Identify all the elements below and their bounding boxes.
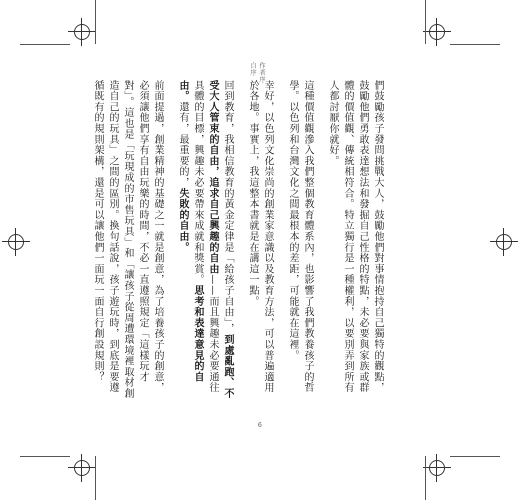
crop-line: [450, 44, 500, 45]
crop-line: [95, 0, 96, 44]
registration-mark-top-right: [425, 20, 449, 44]
crop-line: [425, 0, 426, 44]
paragraph-1: 們鼓勵孩子發問挑戰大人，鼓勵他們對事情抱持自己獨特的觀點，鼓勵他們勇敢表達想法和發掘自己性格的特點，未必要與家族或群體的價值觀、傳統相符合。特立獨行是一種權利，以要別弄到所有人都討厭你就好。: [327, 80, 383, 394]
paragraph-4-bold-d: 思考和表達意見的自由。: [177, 80, 203, 383]
registration-mark-bottom-left: [70, 456, 94, 480]
paragraph-3: 幸好，以色列文化崇尚的創業家意識以及教育方法，可以普遍適用於各地。事實上，我這整本書就是在講這一點。: [247, 80, 273, 394]
paragraph-4-bold-f: 失敗的自由。: [177, 188, 188, 253]
registration-mark-bottom-right: [425, 456, 449, 480]
paragraph-4-bold-a: 到處亂跑、不受大人管束的自由，追求自己興趣的自由: [207, 80, 233, 400]
crop-line: [450, 456, 500, 457]
paragraph-4-part-a: 回到教育，我相信教育的黃金定律是「給孩子自由」，: [222, 80, 233, 335]
registration-mark-top-left: [70, 20, 94, 44]
paragraph-2: 這種價值觀滲入我們整個教育體系內，也影響了我們教養孩子的哲學。以色列和台灣文化之間最根本的差距，可能就在這裡。: [287, 80, 313, 394]
crop-line: [95, 456, 96, 500]
registration-mark-right-mid: [492, 230, 516, 254]
header-line-1: 作者序: [258, 62, 266, 83]
paragraph-5: 前面提過，創業精神的基礎之一就是創意，為了培養孩子的創意，必須讓他們享有自由玩樂的時間，不必一直遵照規定「這樣玩才對」。這也是「玩現成的市售玩具」和「讓孩子從周遭環境裡取材創造自己的玩具」之間的區別。換句話說，孩子遊玩時，到底是要遵循既有的規則架構，還是可以讓他們一面玩一面自行創設規則？: [92, 80, 163, 399]
page-number: 6: [258, 422, 262, 429]
paragraph-4-part-c: ——而且興趣未必要通往具體的目標，興趣未必要帶來成就和獎賞。: [192, 80, 218, 394]
crop-line: [20, 44, 70, 45]
crop-line: [425, 456, 426, 500]
registration-mark-left-mid: [4, 230, 28, 254]
header-line-2: 自序: [249, 62, 257, 76]
crop-line: [20, 456, 70, 457]
body-text: [92, 80, 385, 400]
paragraph-4: [177, 80, 233, 399]
paragraph-4-part-e: 還有，最重要的，: [177, 101, 188, 189]
